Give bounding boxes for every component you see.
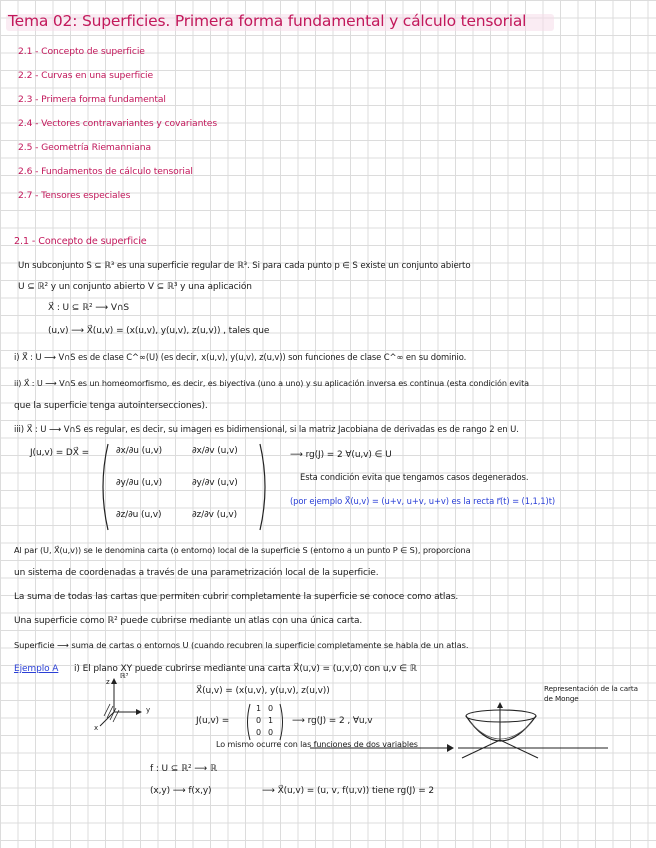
toc-item: 2.1 - Concepto de superficie	[18, 46, 145, 57]
function-param: ⟶ X⃗(u,v) = (u, v, f(u,v)) tiene rg(J) = 2	[262, 786, 435, 796]
toc-item: 2.3 - Primera forma fundamental	[18, 94, 166, 105]
definition-line: U ⊆ ℝ² y un conjunto abierto V ⊆ ℝ³ y una aplicación	[18, 282, 252, 292]
degenerate-note: Esta condición evita que tengamos casos degenerados.	[300, 472, 529, 482]
matrix-cell: ∂x/∂v (u,v)	[192, 446, 238, 456]
section-heading: 2.1 - Concepto de superficie	[14, 236, 147, 247]
toc-item: 2.6 - Fundamentos de cálculo tensorial	[18, 166, 193, 177]
jacobian-lhs: J(u,v) = DX⃗ =	[30, 448, 90, 458]
atlas-line: Superficie ⟶ suma de cartas o entornos U (cuando recubren la superficie completamente se habla de un atlas.	[14, 640, 469, 650]
degenerate-example: (por ejemplo X⃗(u,v) = (u+v, u+v, u+v) es la recta r⃗(t) = (1,1,1)t)	[290, 496, 556, 506]
condition-line: i) X⃗ : U ⟶ V∩S es de clase C^∞(U) (es decir, x(u,v), y(u,v), z(u,v)) son funciones de clase C^∞ en su dominio.	[14, 352, 467, 362]
condition-line: ii) X⃗ : U ⟶ V∩S es un homeomorfismo, es decir, es biyectiva (uno a uno) y su aplicación inversa es continua (esta condición evita	[14, 378, 530, 388]
monge-caption: Representación de la carta de Monge	[544, 684, 638, 703]
matrix-cell: 0	[268, 704, 273, 713]
matrix-cell: 1	[256, 704, 261, 713]
atlas-line: Una superficie como ℝ² puede cubrirse mediante un atlas con una única carta.	[14, 616, 363, 626]
function-mapping: (x,y) ⟶ f(x,y)	[150, 786, 212, 796]
condition-line: que la superficie tenga autointersecciones).	[14, 401, 208, 411]
matrix-cell: 1	[268, 716, 273, 725]
chart-definition-line: Al par (U, X⃗(u,v)) se le denomina carta (o entorno) local de la superficie S (entorno a un punto P ∈ S), proporciona	[14, 545, 471, 555]
definition-line: Un subconjunto S ⊆ ℝ³ es una superficie regular de ℝ³. Si para cada punto p ∈ S existe un conjunto abierto	[18, 261, 471, 271]
matrix-cell: ∂x/∂u (u,v)	[116, 446, 163, 456]
jacobian-matrix	[100, 442, 270, 532]
atlas-line: La suma de todas las cartas que permiten cubrir completamente la superficie se conoce como atlas.	[14, 592, 459, 602]
same-for-functions: Lo mismo ocurre con las funciones de dos variables	[216, 740, 418, 749]
matrix-cell: ∂y/∂u (u,v)	[116, 478, 163, 488]
axis-label-z: z	[106, 678, 110, 686]
rank-condition: ⟶ rg(J) = 2 ∀(u,v) ∈ U	[290, 450, 392, 460]
matrix-cell: ∂z/∂v (u,v)	[192, 510, 238, 520]
toc-item: 2.7 - Tensores especiales	[18, 190, 131, 201]
toc-item: 2.2 - Curvas en una superficie	[18, 70, 154, 81]
matrix-cell: ∂y/∂v (u,v)	[192, 478, 238, 488]
function-definition: f : U ⊆ ℝ² ⟶ ℝ	[150, 764, 217, 774]
matrix-cell: ∂z/∂u (u,v)	[116, 510, 162, 520]
axis-label-r3: ℝ³	[120, 672, 129, 680]
axis-label-x: x	[94, 724, 99, 732]
matrix-cell: 0	[268, 728, 273, 737]
example-label: Ejemplo A	[14, 664, 59, 674]
map-line: X⃗ : U ⊆ ℝ² ⟶ V∩S	[48, 303, 129, 313]
axes-sketch	[92, 676, 172, 736]
condition-line: iii) X⃗ : U ⟶ V∩S es regular, es decir, su imagen es bidimensional, si la matriz Jacobiana de derivadas es de rango 2 en U.	[14, 425, 519, 435]
page-title: Tema 02: Superficies. Primera forma fundamental y cálculo tensorial	[8, 12, 527, 30]
example-param: X⃗(u,v) = (x(u,v), y(u,v), z(u,v))	[196, 686, 330, 696]
example-jacobian-lhs: J(u,v) =	[196, 716, 230, 726]
example-rank: ⟶ rg(J) = 2 , ∀u,v	[292, 716, 373, 726]
axis-label-y: y	[146, 706, 151, 714]
matrix-cell: 0	[256, 716, 261, 725]
monge-surface-sketch	[456, 700, 546, 780]
toc-item: 2.5 - Geometría Riemanniana	[18, 142, 151, 153]
toc-item: 2.4 - Vectores contravariantes y covariantes	[18, 118, 218, 129]
example-statement: i) El plano XY puede cubrirse mediante una carta X⃗(u,v) = (u,v,0) con u,v ∈ ℝ	[74, 664, 417, 674]
chart-definition-line: un sistema de coordenadas a través de una parametrización local de la superficie.	[14, 568, 379, 578]
arrow-to-sketch	[308, 738, 458, 758]
map-line: (u,v) ⟶ X⃗(u,v) = (x(u,v), y(u,v), z(u,v)) , tales que	[48, 326, 270, 336]
matrix-cell: 0	[256, 728, 261, 737]
